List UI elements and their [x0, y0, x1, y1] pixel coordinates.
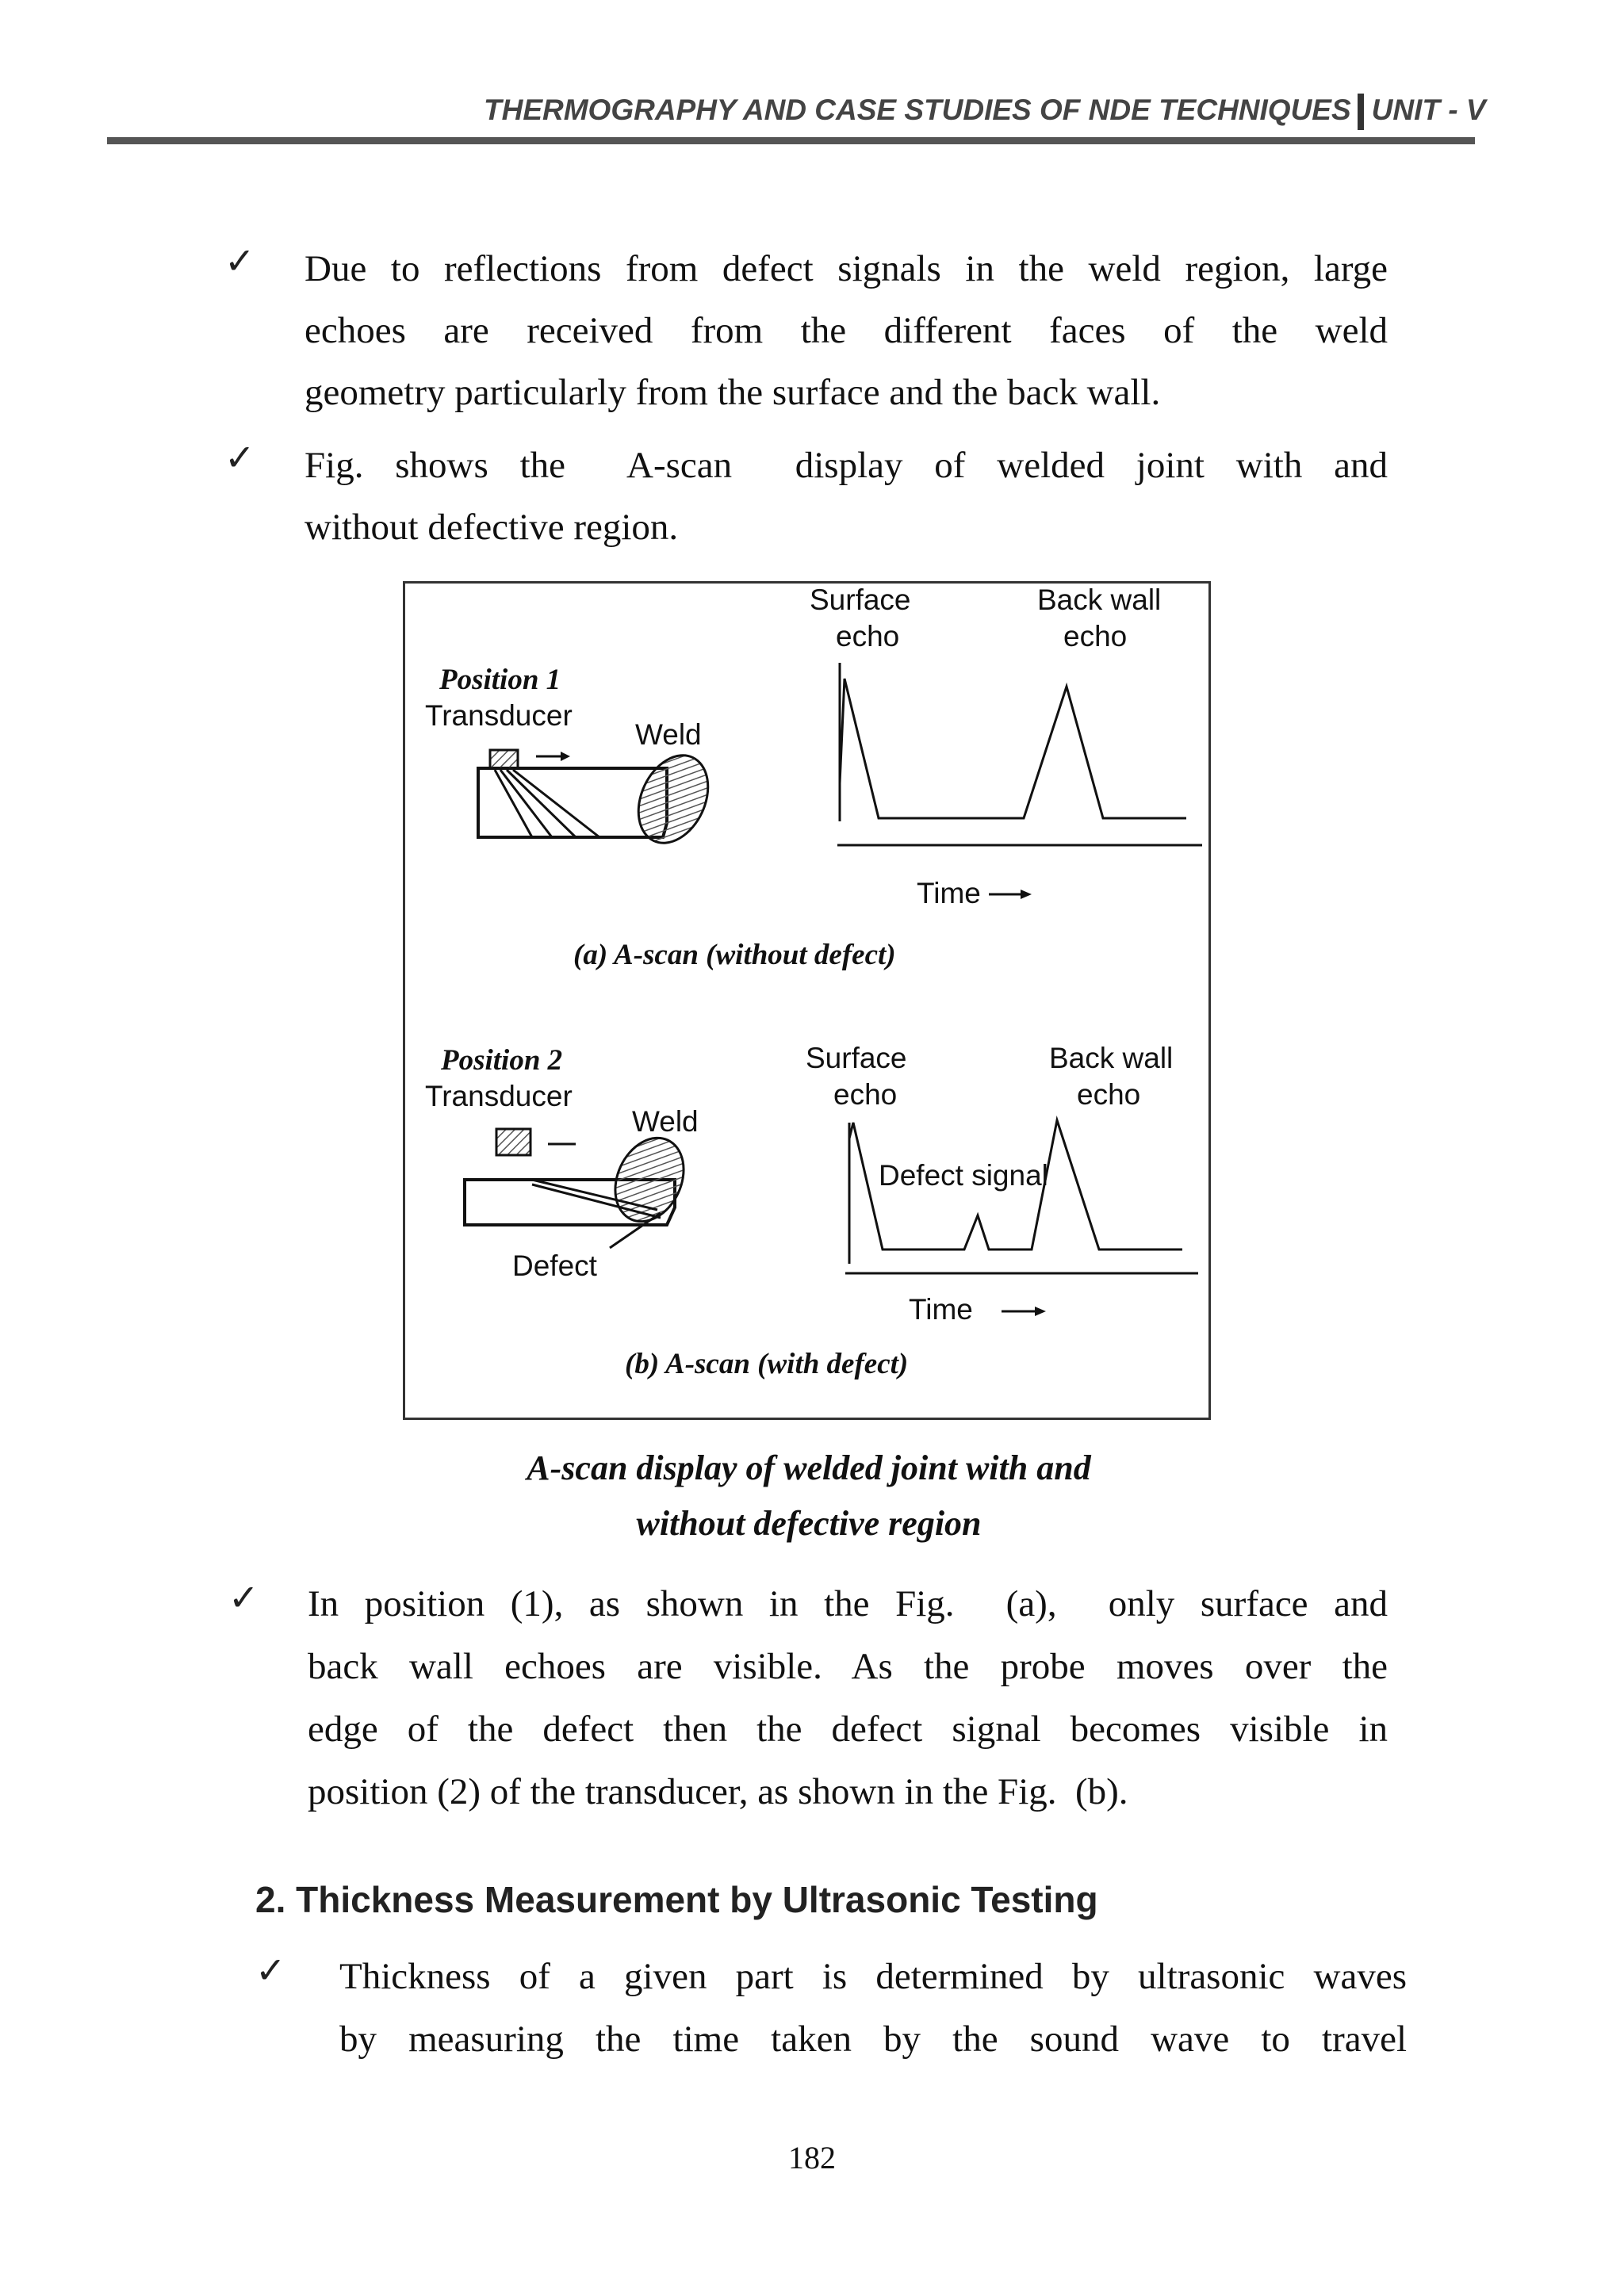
- bullet-check-icon: ✓: [224, 239, 255, 282]
- label-b-backwall: Back wall: [1049, 1042, 1174, 1074]
- label-a-time: Time: [917, 877, 981, 909]
- para1-line2: echoes are received from the different faces of the weld: [304, 310, 1388, 351]
- header-title: THERMOGRAPHY AND CASE STUDIES OF NDE TECHNIQUES: [484, 94, 1351, 126]
- label-a-surface: Surface: [810, 584, 911, 616]
- bullet-check-icon: ✓: [228, 1576, 259, 1619]
- label-a-surface-echo: echo: [836, 620, 900, 652]
- label-position-2: Position 2: [441, 1044, 563, 1077]
- label-defect: Defect: [512, 1249, 597, 1282]
- ascan-trace-a: [837, 663, 1202, 845]
- label-b-surface-echo: echo: [833, 1078, 898, 1111]
- page-number: 182: [788, 2140, 836, 2175]
- bullet-check-icon: ✓: [255, 1949, 286, 1992]
- caption-a: (a) A-scan (without defect): [573, 939, 896, 971]
- figure-caption-line2: without defective region: [636, 1504, 982, 1543]
- para4-line1: Thickness of a given part is determined by ultrasonic waves: [339, 1956, 1407, 1997]
- para4-line2: by measuring the time taken by the sound wave to travel: [339, 2019, 1407, 2060]
- running-header: [484, 94, 1486, 130]
- header-rule: [107, 137, 1475, 144]
- para2-line2: without defective region.: [304, 507, 679, 548]
- label-b-time: Time: [909, 1293, 973, 1326]
- label-a-transducer: Transducer: [425, 699, 573, 732]
- section-heading: 2. Thickness Measurement by Ultrasonic Testing: [255, 1879, 1098, 1920]
- para2-line1: Fig. shows the A-scan display of welded joint with and: [304, 445, 1388, 486]
- label-a-backwall: Back wall: [1037, 584, 1162, 616]
- ascan-figure: [403, 581, 1211, 1420]
- beam-a: [495, 770, 599, 837]
- transducer-a: [490, 750, 518, 768]
- para3-line2: back wall echoes are visible. As the probe moves over the: [308, 1646, 1388, 1687]
- bullet-check-icon: ✓: [224, 436, 255, 479]
- transducer-b: [496, 1129, 530, 1155]
- para3-line1: In position (1), as shown in the Fig. (a), only surface and: [308, 1583, 1388, 1624]
- ascan-trace-b: [845, 1120, 1198, 1273]
- label-position-1: Position 1: [439, 664, 561, 696]
- header-unit: UNIT - V: [1371, 94, 1486, 126]
- header-divider: [1358, 94, 1364, 130]
- label-b-weld: Weld: [632, 1105, 699, 1138]
- para1-line1: Due to reflections from defect signals in the weld region, large: [304, 248, 1388, 289]
- label-a-backwall-echo: echo: [1063, 620, 1128, 652]
- label-defect-signal: Defect signal: [879, 1159, 1048, 1192]
- para3-line3: edge of the defect then the defect signal becomes visible in: [308, 1709, 1388, 1750]
- label-b-backwall-echo: echo: [1077, 1078, 1141, 1111]
- label-b-surface: Surface: [806, 1042, 907, 1074]
- caption-b: (b) A-scan (with defect): [625, 1348, 909, 1380]
- label-b-transducer: Transducer: [425, 1080, 573, 1112]
- weld-b: [603, 1127, 697, 1233]
- para1-line3: geometry particularly from the surface and the back wall.: [304, 372, 1161, 413]
- para3-line4: position (2) of the transducer, as shown in the Fig. (b).: [308, 1771, 1128, 1812]
- figure-caption-line1: A-scan display of welded joint with and: [527, 1448, 1091, 1487]
- label-a-weld: Weld: [635, 718, 702, 751]
